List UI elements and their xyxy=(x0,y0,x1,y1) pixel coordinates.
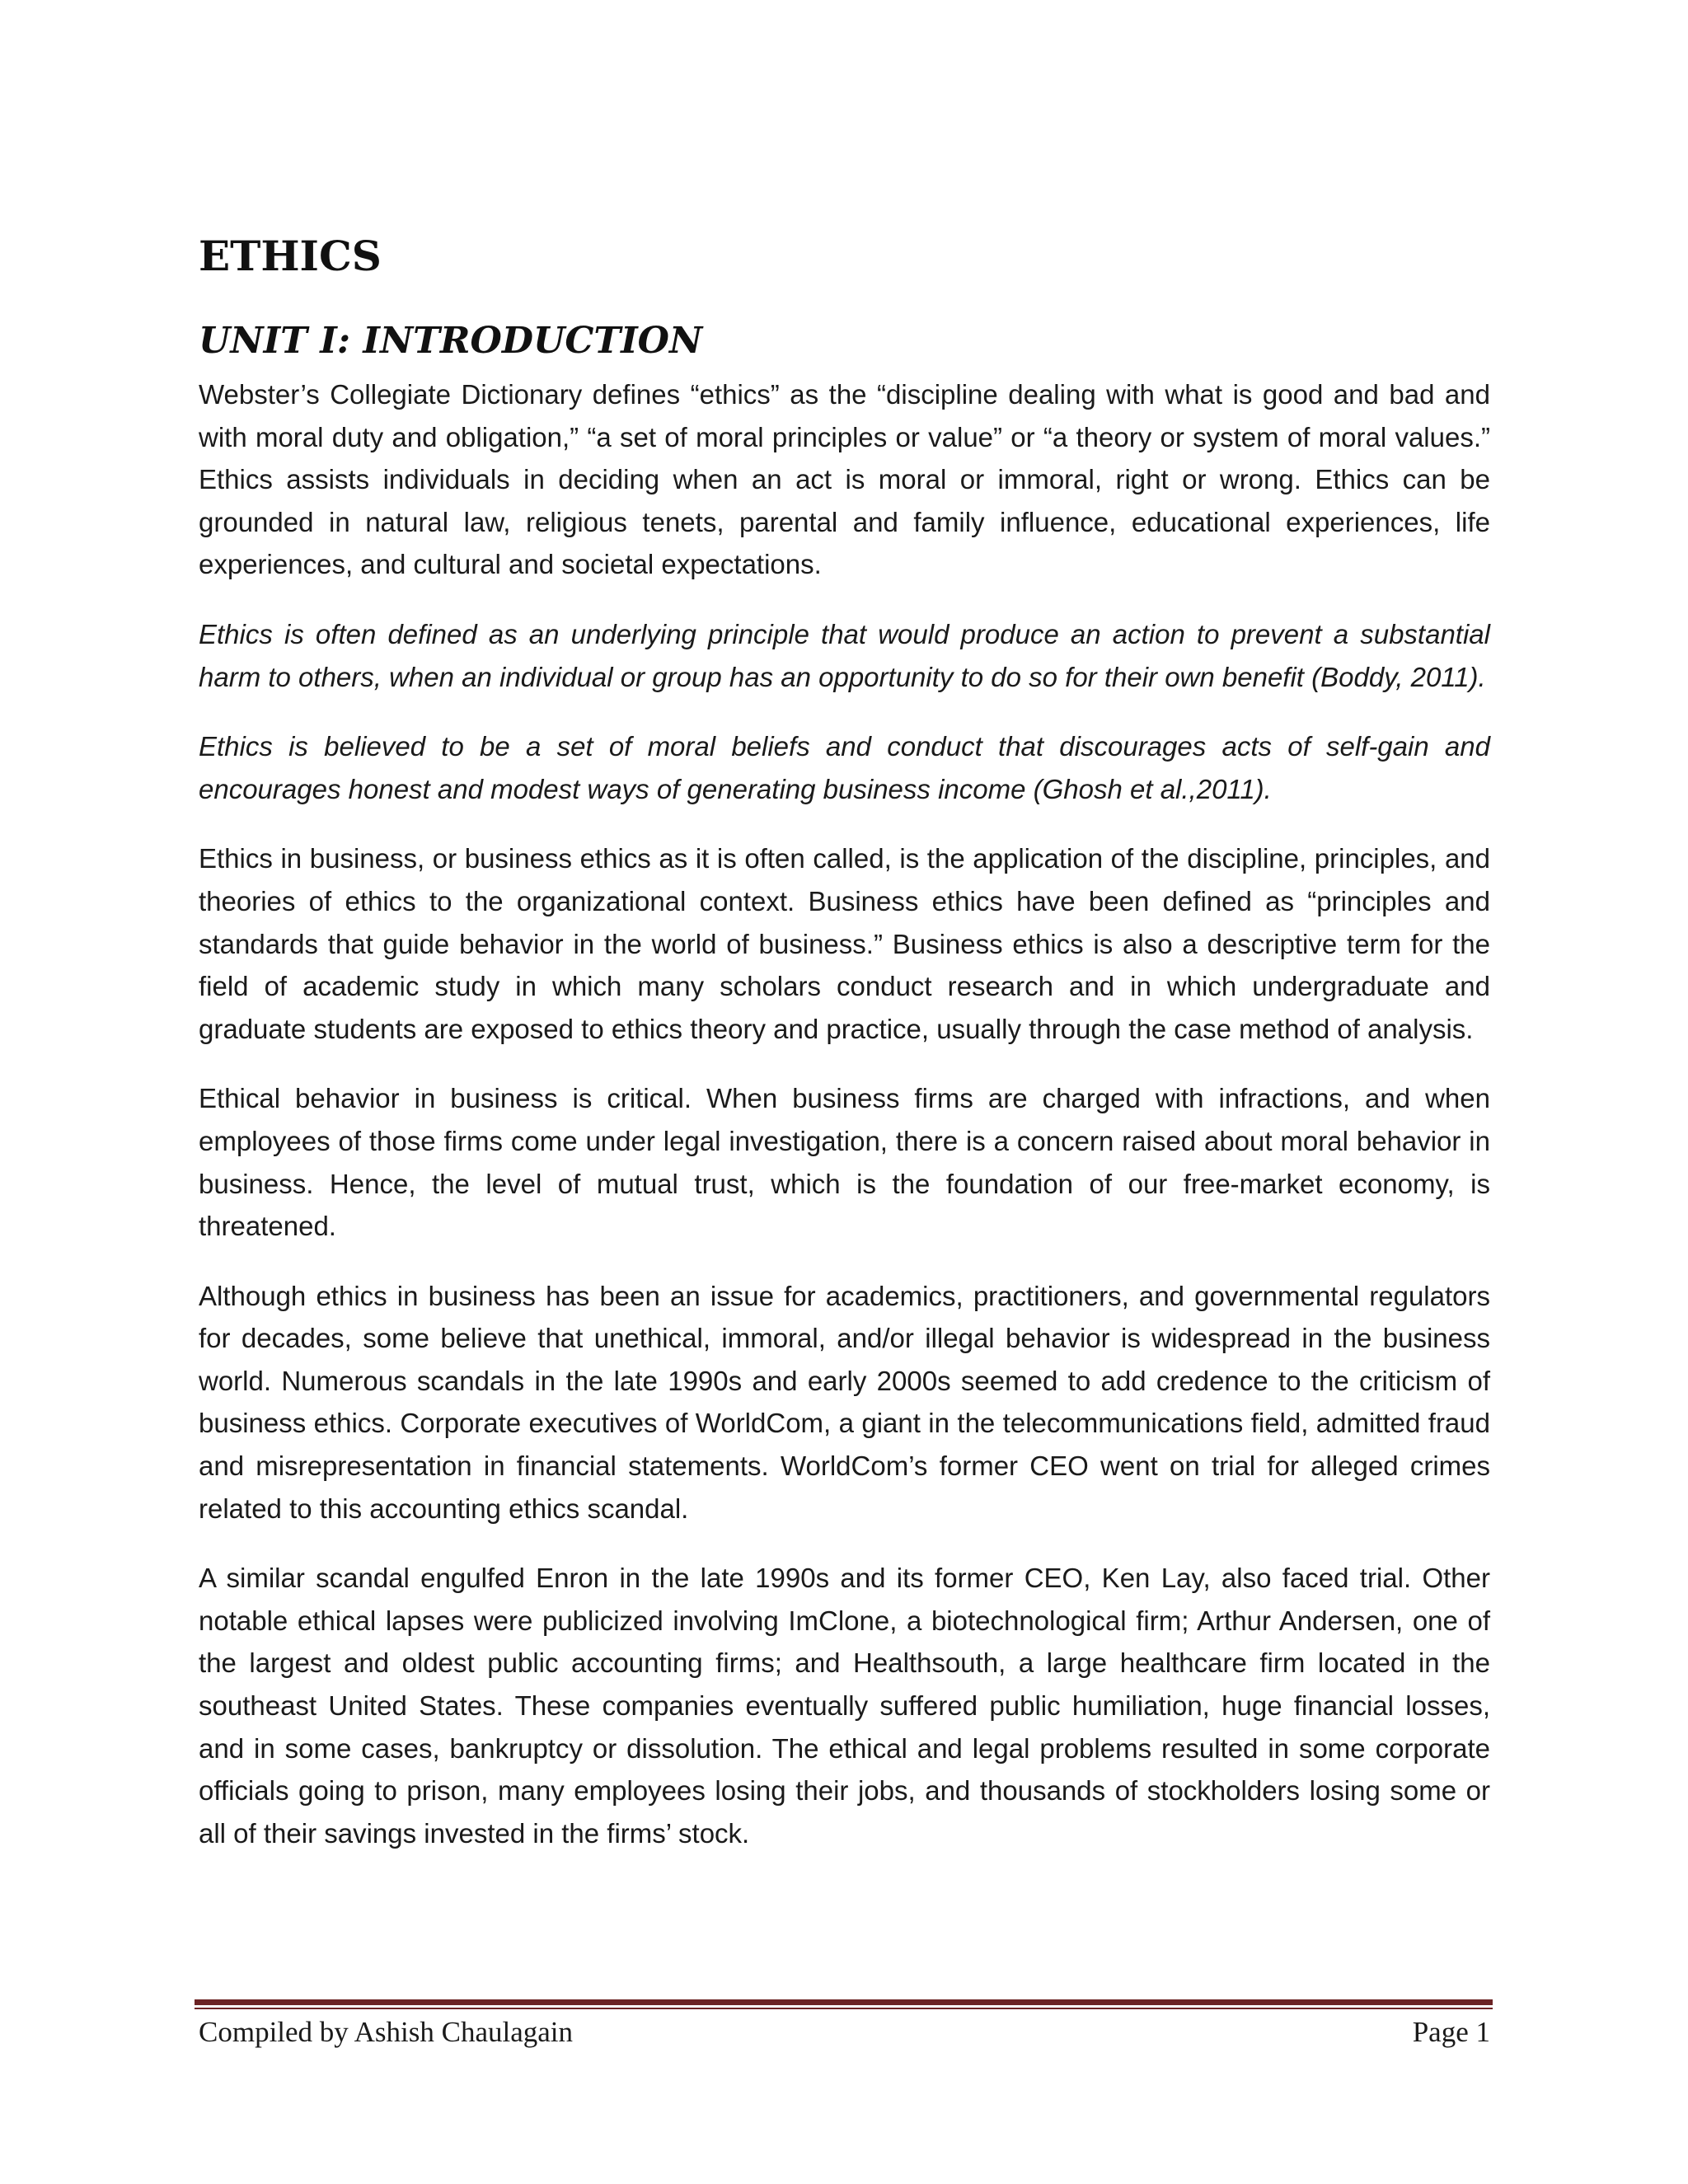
footer-divider-thin xyxy=(195,2008,1493,2009)
paragraph-business-ethics: Ethics in business, or business ethics as it is often called, is the application of the discipline, principles, and theories of ethics to the organizational context. Business ethics have been defined as “principles and standards that guide behavior in the world of business.” Business ethics is also a descriptive term for the field of academic study in which many scholars conduct research and in which undergraduate and graduate students are exposed to ethics theory and practice, usually through the case method of analysis. xyxy=(199,843,1490,1044)
unit-heading: UNIT I: INTRODUCTION xyxy=(199,320,703,362)
paragraph-ethical-behavior: Ethical behavior in business is critical. When business firms are charged with infractions, and when employees of those firms come under legal investigation, there is a concern raised about moral behavior in business. Hence, the level of mutual trust, which is the foundation of our free-market economy, is threatened. xyxy=(199,1083,1490,1242)
paragraph-enron: A similar scandal engulfed Enron in the late 1990s and its former CEO, Ken Lay, also faced trial. Other notable ethical lapses were publicized involving ImClone, a biotechnological firm; Arthur Andersen, one of the largest and oldest public accounting firms; and Healthsouth, a large healthcare firm located in the southeast United States. These companies eventually suffered public humiliation, huge financial losses, and in some cases, bankruptcy or dissolution. The ethical and legal problems resulted in some corporate officials going to prison, many employees losing their jobs, and thousands of stockholders losing some or all of their savings invested in the firms’ stock. xyxy=(199,1563,1490,1849)
footer-divider xyxy=(195,1999,1493,2005)
footer-author: Compiled by Ashish Chaulagain xyxy=(199,2016,574,2048)
paragraph-quote-boddy: Ethics is often defined as an underlying principle that would produce an action to prevent a substantial harm to others, when an individual or group has an opportunity to do so for their own benefit (Boddy, 2011). xyxy=(199,618,1490,692)
page-footer xyxy=(199,2014,1490,2050)
page-content xyxy=(199,224,1490,1854)
paragraph-quote-ghosh: Ethics is believed to be a set of moral beliefs and conduct that discourages acts of self-gain and encourages honest and modest ways of generating business income (Ghosh et al.,2011). xyxy=(199,731,1490,804)
footer-page-number: Page 1 xyxy=(1412,2016,1490,2048)
paragraph-scandals: Although ethics in business has been an issue for academics, practitioners, and governmental regulators for decades, some believe that unethical, immoral, and/or illegal behavior is widespread in the business world. Numerous scandals in the late 1990s and early 2000s seemed to add credence to the criticism of business ethics. Corporate executives of WorldCom, a giant in the telecommunications field, admitted fraud and misrepresentation in financial statements. WorldCom’s former CEO went on trial for alleged crimes related to this accounting ethics scandal. xyxy=(199,1280,1490,1524)
paragraph-definition: Webster’s Collegiate Dictionary defines “ethics” as the “discipline dealing with what is good and bad and with moral duty and obligation,” “a set of moral principles or value” or “a theory or system of moral values.” Ethics assists individuals in deciding when an act is moral or immoral, right or wrong. Ethics can be grounded in natural law, religious tenets, parental and family influence, educational experiences, life experiences, and cultural and societal expectations. xyxy=(199,379,1490,580)
page-title: ETHICS xyxy=(199,232,382,280)
